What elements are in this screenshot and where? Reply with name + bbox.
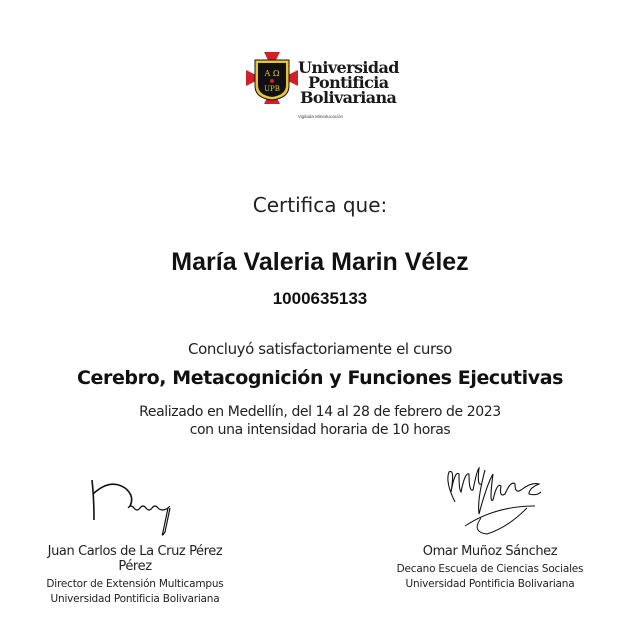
- recipient-name: María Valeria Marin Vélez: [171, 248, 469, 276]
- signer-name-right: Omar Muñoz Sánchez: [422, 544, 558, 559]
- signer-name-left: Juan Carlos de La Cruz Pérez Pérez: [47, 544, 223, 574]
- university-name: [298, 60, 399, 105]
- signer-role-left: Director de Extensión Multicampus Universidad Pontificia Bolivariana: [46, 578, 224, 605]
- completion-label: Concluyó satisfactoriamente el curso: [188, 340, 452, 358]
- svg-text:A Ω: A Ω: [264, 69, 280, 78]
- signer-role-right: Decano Escuela de Ciencias Sociales Universidad Pontificia Bolivariana: [396, 563, 584, 590]
- logo-line-3: Bolivariana: [300, 88, 397, 107]
- certifies-label: Certifica que:: [252, 193, 388, 217]
- course-title: Cerebro, Metacognición y Funciones Ejecutivas: [76, 367, 564, 389]
- upb-crest-icon: [246, 52, 298, 104]
- signature-image-right: [425, 462, 555, 538]
- course-details: [0, 403, 640, 439]
- signature-block-right: [385, 462, 595, 592]
- signature-block-left: [30, 478, 240, 607]
- logo-line-2: Pontificia: [308, 73, 389, 92]
- logo-line-1: Universidad: [298, 58, 399, 77]
- university-logo: [246, 52, 406, 122]
- details-line-2: con una intensidad horaria de 10 horas: [189, 422, 451, 438]
- recipient-id: 1000635133: [272, 289, 368, 308]
- signature-image-left: [80, 478, 190, 538]
- details-line-1: Realizado en Medellín, del 14 al 28 de febrero de 2023: [139, 404, 501, 420]
- logo-tagline: Vigilada Mineducación: [298, 114, 343, 119]
- svg-text:UPB: UPB: [264, 85, 280, 93]
